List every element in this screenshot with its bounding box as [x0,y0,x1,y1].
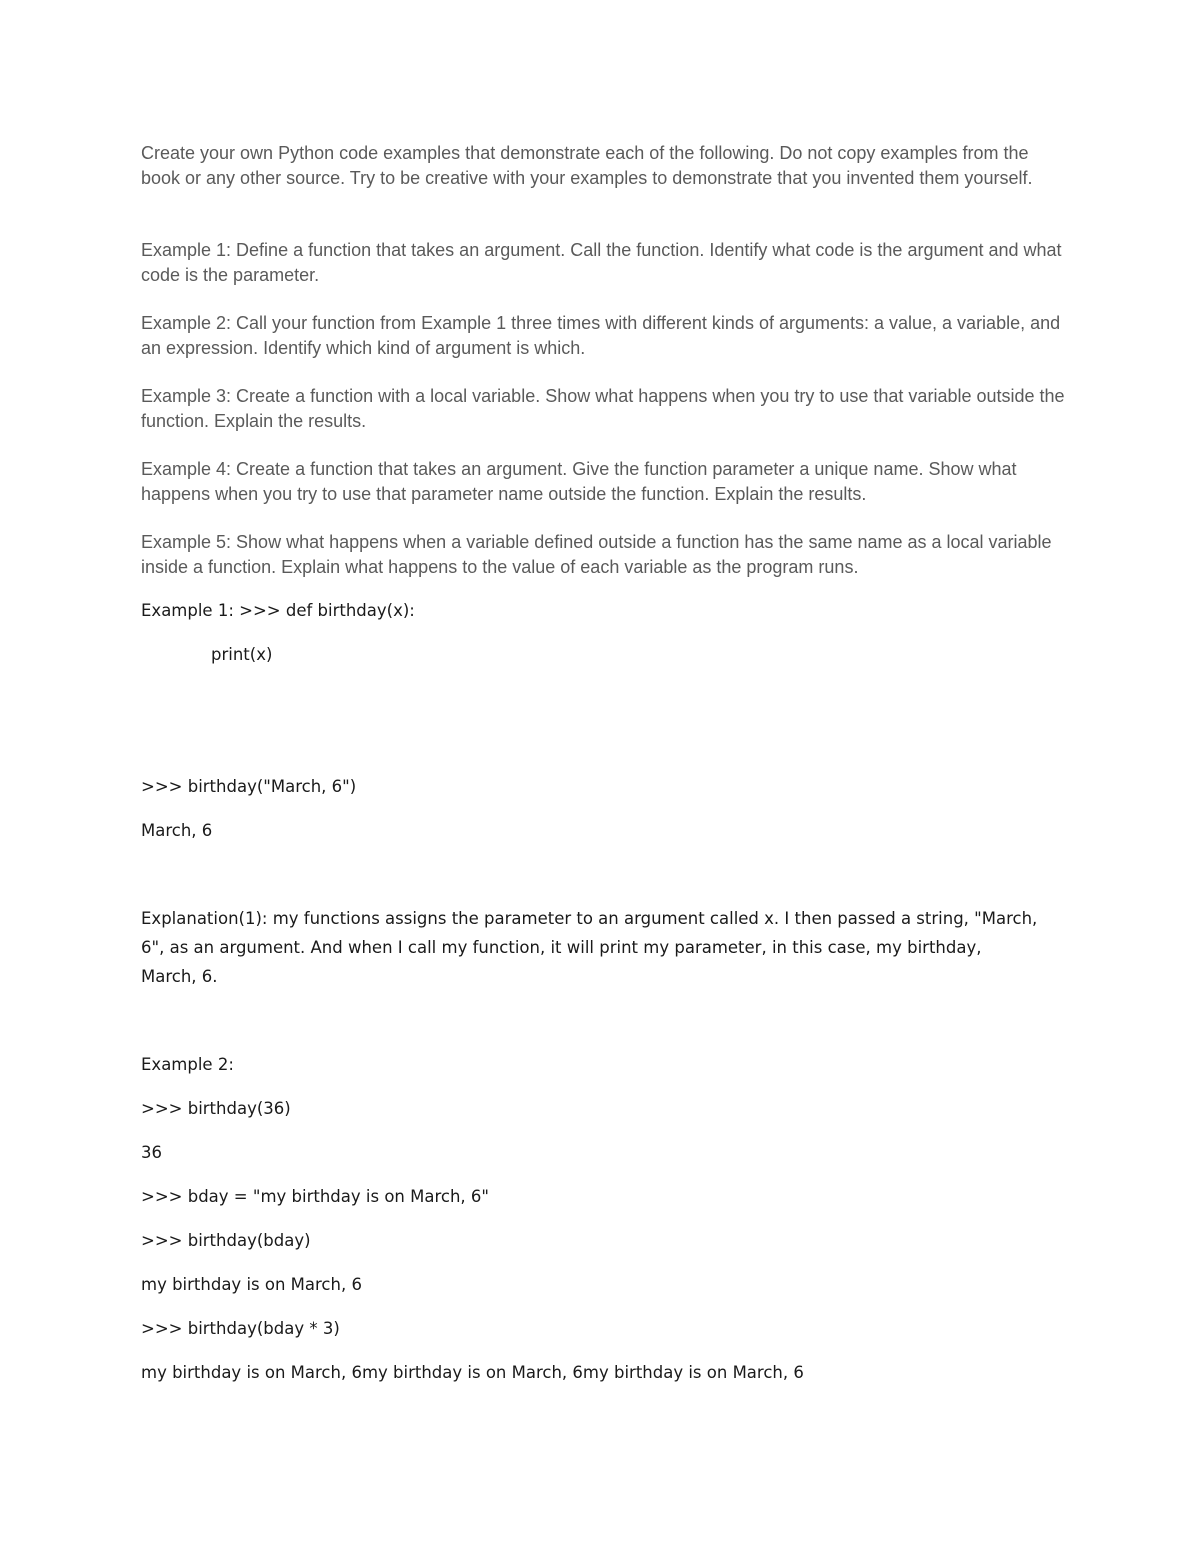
answer2-line: my birthday is on March, 6my birthday is on March, 6my birthday is on March, 6 [141,1363,804,1382]
instructions-example-4: Example 4: Create a function that takes an argument. Give the function parameter a unique name. Show what happens when you try to use that parameter name outside the function. Explain the results. [141,459,1017,504]
answer1-explanation: Explanation(1): my functions assigns the parameter to an argument called x. I then passed a string, "March, 6", as an argument. And when I call my function, it will print my parameter, in this case, my birthday, March, 6. [141,909,1038,986]
answer2-line: 36 [141,1143,162,1162]
answer2-line: >>> birthday(36) [141,1099,291,1118]
answer1-call-line: >>> birthday("March, 6") [141,777,357,796]
instructions-example-5: Example 5: Show what happens when a variable defined outside a function has the same name as a local variable inside a function. Explain what happens to the value of each variable as the program runs. [141,532,1052,577]
answer2-line: >>> birthday(bday) [141,1231,311,1250]
instructions-example-2: Example 2: Call your function from Example 1 three times with different kinds of arguments: a value, a variable, and an expression. Identify which kind of argument is which. [141,313,1061,358]
instructions-example-3: Example 3: Create a function with a local variable. Show what happens when you try to use that variable outside the function. Explain the results. [141,386,1065,431]
instructions-example-1: Example 1: Define a function that takes an argument. Call the function. Identify what code is the argument and what code is the parameter. [141,240,1062,285]
answer1-def-line: Example 1: >>> def birthday(x): [141,601,415,620]
answer1-output-line: March, 6 [141,821,213,840]
answer2-line: >>> bday = "my birthday is on March, 6" [141,1187,489,1206]
answer2-line: my birthday is on March, 6 [141,1275,362,1294]
answer2-line: >>> birthday(bday * 3) [141,1319,340,1338]
answer2-heading: Example 2: [141,1055,234,1074]
instructions-intro: Create your own Python code examples that demonstrate each of the following. Do not copy examples from the book or any other source. Try to be creative with your examples to demonstrate that you invented them yourself. [141,143,1033,188]
answer1-body-line: print(x) [211,645,273,664]
